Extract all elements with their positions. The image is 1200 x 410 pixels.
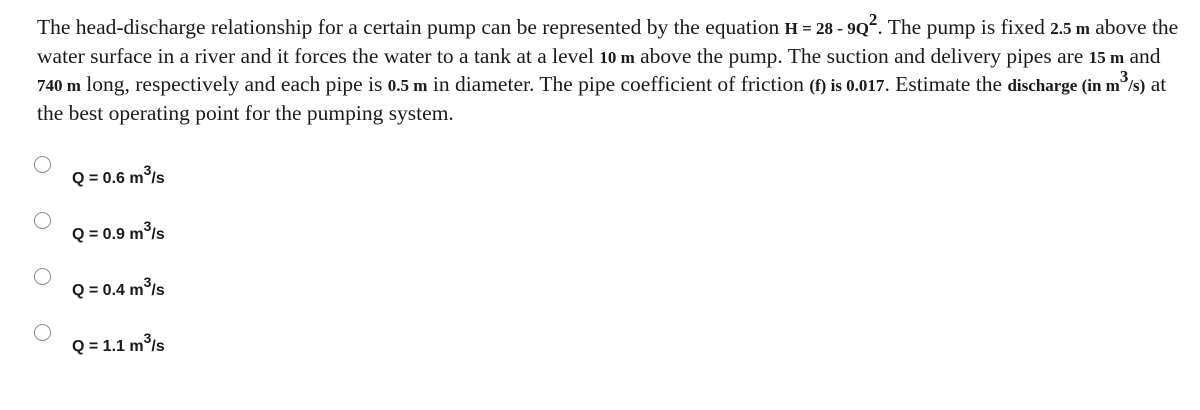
option-unit: /s	[151, 226, 165, 243]
option-label[interactable]	[72, 161, 165, 188]
option-unit: /s	[151, 170, 165, 187]
question-text-part: . The pump is fixed	[877, 15, 1051, 39]
question-text-part: . Estimate the	[884, 72, 1008, 96]
question-text-part: long, respectively and each pipe is	[80, 72, 388, 96]
option-exponent: 3	[143, 273, 152, 290]
option-unit: /s	[151, 282, 165, 299]
value-friction: (f) is 0.017	[809, 76, 885, 95]
option-label[interactable]	[72, 329, 165, 356]
option-text: Q = 0.9 m	[72, 226, 144, 243]
question-text-part: at the best operating point for the pumping system.	[37, 72, 1167, 125]
option-text: Q = 0.4 m	[72, 282, 144, 299]
value-diameter: 0.5 m	[387, 76, 428, 95]
option-exponent: 3	[143, 329, 152, 346]
option-text: Q = 0.6 m	[72, 170, 144, 187]
question-text-part: The head-discharge relationship for a certain pump can be represented by the equation	[37, 15, 785, 39]
option-text: Q = 1.1 m	[72, 338, 144, 355]
option-exponent: 3	[143, 217, 152, 234]
discharge-unit: /s)	[1128, 76, 1146, 95]
radio-button[interactable]	[34, 324, 51, 341]
question-text-part: and	[1124, 43, 1161, 68]
answer-option-3[interactable]	[34, 268, 434, 308]
radio-button[interactable]	[34, 212, 51, 229]
answer-option-2[interactable]	[34, 212, 434, 252]
radio-button[interactable]	[34, 156, 51, 173]
question-text-part: above the pump. The suction and delivery pipes are	[634, 43, 1089, 68]
value-suction-length: 15 m	[1088, 47, 1125, 67]
question-text	[37, 9, 1187, 127]
option-unit: /s	[151, 338, 165, 355]
value-delivery-length: 740 m	[37, 76, 81, 95]
option-label[interactable]	[72, 273, 165, 300]
radio-button[interactable]	[34, 268, 51, 285]
discharge-term: discharge (in m	[1007, 76, 1120, 95]
answer-option-1[interactable]	[34, 156, 434, 196]
question-text-part: above the water surface in a river and it forces the water to a tank at a level	[37, 15, 1179, 68]
value-suction-level: 2.5 m	[1050, 19, 1090, 38]
equation: H = 28 - 9Q	[784, 19, 869, 38]
option-label[interactable]	[72, 217, 165, 244]
option-exponent: 3	[143, 161, 152, 178]
equation-exponent: 2	[868, 9, 878, 29]
value-tank-level: 10 m	[599, 47, 635, 67]
answer-option-4[interactable]	[34, 324, 434, 364]
question-text-part: in diameter. The pipe coefficient of friction	[427, 72, 810, 96]
discharge-exponent: 3	[1119, 66, 1129, 86]
